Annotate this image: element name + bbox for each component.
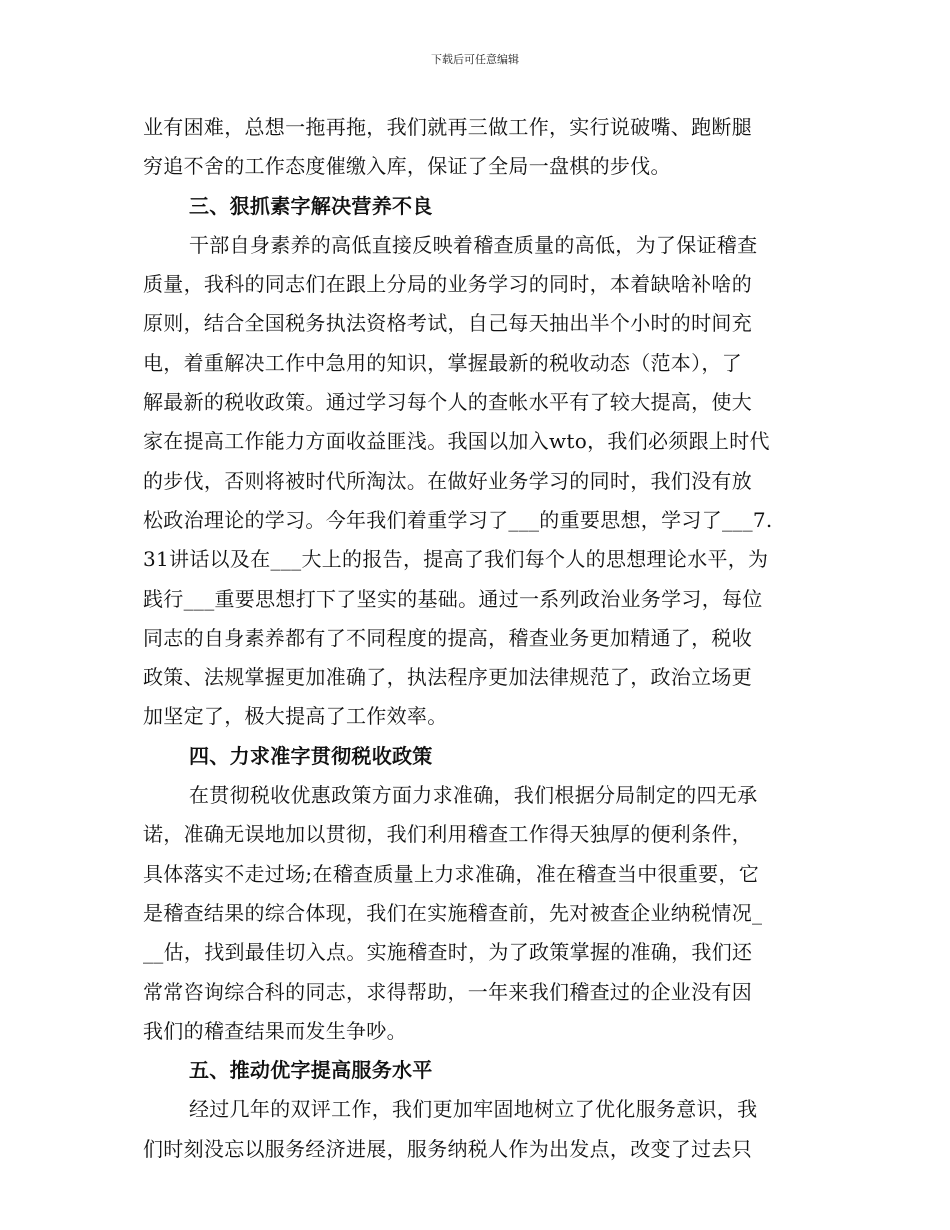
paragraph-line: 常常咨询综合科的同志，求得帮助，一年来我们稽查过的企业没有因: [143, 979, 752, 1004]
paragraph-line: 经过几年的双评工作，我们更加牢固地树立了优化服务意识，我: [189, 1097, 758, 1122]
paragraph-line: 的步伐，否则将被时代所淘汰。在做好业务学习的同时，我们没有放: [143, 468, 752, 493]
paragraph-line: 加坚定了，极大提高了工作效率。: [143, 704, 448, 729]
page-header-note: 下载后可任意编辑: [431, 53, 519, 66]
document-body: [143, 108, 815, 1169]
paragraph-line: 解最新的税收政策。通过学习每个人的查帐水平有了较大提高，使大: [143, 390, 752, 415]
paragraph-line: 业有困难，总想一拖再拖，我们就再三做工作，实行说破嘴、跑断腿: [143, 115, 752, 139]
paragraph-line: 原则，结合全国税务执法资格考试，自己每天抽出半个小时的时间充: [143, 311, 752, 336]
paragraph-line: 诺，准确无误地加以贯彻，我们利用稽查工作得天独厚的便利条件，: [143, 822, 752, 847]
paragraph-line: 干部自身素养的高低直接反映着稽查质量的高低，为了保证稽查: [189, 232, 758, 257]
paragraph-line: 们时刻没忘以服务经济进展，服务纳税人作为出发点，改变了过去只: [143, 1136, 752, 1161]
section-heading: 五、推动优字提高服务水平: [189, 1058, 433, 1083]
paragraph-line: 同志的自身素养都有了不同程度的提高，稽查业务更加精通了，税收: [143, 625, 752, 650]
paragraph-line: __估，找到最佳切入点。实施稽查时，为了政策掌握的准确，我们还: [143, 940, 753, 965]
paragraph-line: 是稽查结果的综合体现，我们在实施稽查前，先对被查企业纳税情况_: [143, 900, 763, 925]
paragraph-line: 31讲话以及在___大上的报告，提高了我们每个人的思想理论水平，为: [143, 547, 769, 572]
paragraph-line: 松政治理论的学习。今年我们着重学习了___的重要思想，学习了___7.: [143, 507, 773, 532]
section-heading: 三、狠抓素字解决营养不良: [189, 193, 433, 218]
paragraph-line: 质量，我科的同志们在跟上分局的业务学习的同时，本着缺啥补啥的: [143, 272, 752, 297]
paragraph-line: 穷追不舍的工作态度催缴入库，保证了全局一盘棋的步伐。: [143, 154, 671, 179]
paragraph-line: 践行___重要思想打下了坚实的基础。通过一系列政治业务学习，每位: [143, 586, 763, 611]
section-heading: 四、力求准字贯彻税收政策: [189, 743, 433, 768]
paragraph-line: 家在提高工作能力方面收益匪浅。我国以加入wto，我们必须跟上时代: [143, 429, 770, 454]
paragraph-line: 政策、法规掌握更加准确了，执法程序更加法律规范了，政治立场更: [143, 665, 752, 690]
paragraph-line: 我们的稽查结果而发生争吵。: [143, 1018, 407, 1043]
paragraph-line: 在贯彻税收优惠政策方面力求准确，我们根据分局制定的四无承: [189, 783, 758, 808]
paragraph-line: 电，着重解决工作中急用的知识，掌握最新的税收动态（范本），了: [143, 350, 742, 375]
paragraph-line: 具体落实不走过场;在稽查质量上力求准确，准在稽查当中很重要，它: [143, 861, 760, 886]
